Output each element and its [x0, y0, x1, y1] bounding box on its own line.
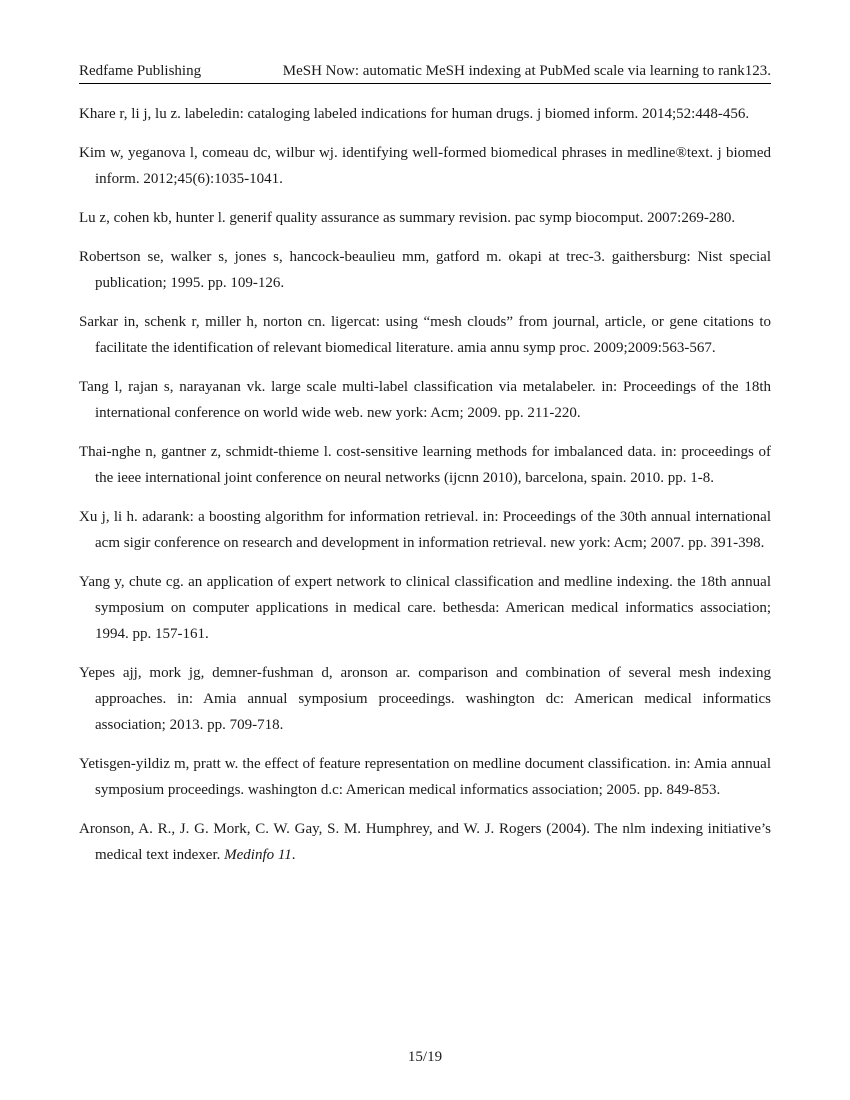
reference-item	[79, 140, 771, 192]
reference-text: Sarkar in, schenk r, miller h, norton cn. ligercat: using “mesh clouds” from journal, article, or gene citations to facilitate the identification of relevant biomedical literature. amia annu symp proc. 2009;2009:563-567.	[79, 314, 771, 356]
reference-item	[79, 205, 771, 231]
reference-item	[79, 569, 771, 647]
reference-text: Lu z, cohen kb, hunter l. generif quality assurance as summary revision. pac symp biocomput. 2007:269-280.	[79, 210, 736, 226]
reference-item	[79, 751, 771, 803]
reference-text: Tang l, rajan s, narayanan vk. large scale multi-label classification via metalabeler. in: Proceedings of the 18th international conference on world wide web. new york: Acm; 2009. pp. 211-220.	[79, 379, 771, 421]
reference-suffix: .	[291, 847, 296, 863]
reference-item	[79, 309, 771, 361]
reference-venue: Medinfo 11	[224, 847, 292, 863]
reference-text: Thai-nghe n, gantner z, schmidt-thieme l. cost-sensitive learning methods for imbalanced data. in: proceedings of the ieee international joint conference on neural networks (ijcnn 2010), barcelona, spain. 2010. pp. 1-8.	[79, 444, 771, 486]
reference-text: Yang y, chute cg. an application of expert network to clinical classification and medline indexing. the 18th annual symposium on computer applications in medical care. bethesda: American medical informatics association; 1994. pp. 157-161.	[79, 574, 771, 642]
reference-item	[79, 439, 771, 491]
reference-text: Kim w, yeganova l, comeau dc, wilbur wj. identifying well-formed biomedical phrases in medline®text. j biomed inform. 2012;45(6):1035-1041.	[79, 145, 771, 187]
reference-text: Khare r, li j, lu z. labeledin: cataloging labeled indications for human drugs. j biomed inform. 2014;52:448-456.	[79, 106, 750, 122]
page-number: 15/19	[407, 1049, 443, 1065]
reference-text: Aronson, A. R., J. G. Mork, C. W. Gay, S. M. Humphrey, and W. J. Rogers (2004). The nlm indexing initiative’s medical text indexer.	[79, 821, 771, 863]
reference-item	[79, 816, 771, 868]
reference-text: Robertson se, walker s, jones s, hancock-beaulieu mm, gatford m. okapi at trec-3. gaithersburg: Nist special publication; 1995. pp. 109-126.	[79, 249, 771, 291]
reference-text: Yetisgen-yildiz m, pratt w. the effect of feature representation on medline document classification. in: Amia annual symposium proceedings. washington d.c: American medical informatics association; 2005. pp. 849-853.	[79, 756, 771, 798]
reference-item	[79, 374, 771, 426]
reference-item	[79, 101, 771, 127]
reference-text: Xu j, li h. adarank: a boosting algorithm for information retrieval. in: Proceedings of the 30th annual international acm sigir conference on research and development in information retrieval. new york: Acm; 2007. pp. 391-398.	[79, 509, 771, 551]
reference-text: Yepes ajj, mork jg, demner-fushman d, aronson ar. comparison and combination of several mesh indexing approaches. in: Amia annual symposium proceedings. washington dc: American medical informatics association; 2013. pp. 709-718.	[79, 665, 771, 733]
running-header	[79, 60, 771, 84]
reference-list	[79, 101, 771, 881]
publisher-name: Redfame Publishing	[79, 63, 202, 79]
reference-item	[79, 504, 771, 556]
reference-item	[79, 660, 771, 738]
reference-item	[79, 244, 771, 296]
running-title: MeSH Now: automatic MeSH indexing at PubMed scale via learning to rank123.	[282, 63, 771, 79]
